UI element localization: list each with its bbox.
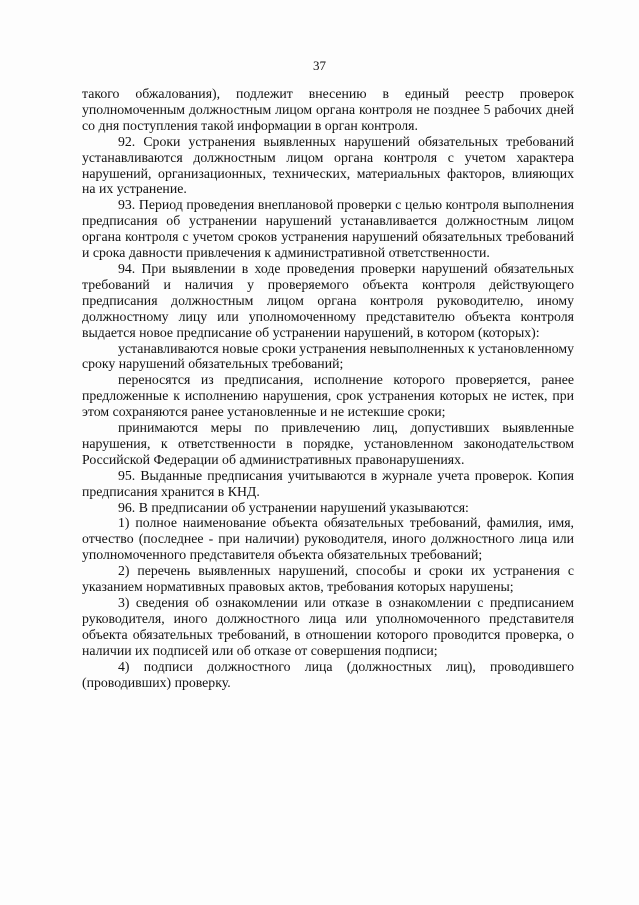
page-number: 37 xyxy=(313,58,326,73)
paragraph-93: 93. Период проведения внеплановой проверки с целью контроля выполнения предписания об устранении нарушений устанавливается должностным лицом органа контроля с учетом сроков устранения нарушений обязательных требований и срока давности привлечения к административной ответственности. xyxy=(82,197,574,261)
paragraph-96-item-2: 2) перечень выявленных нарушений, способы и сроки их устранения с указанием нормативных правовых актов, требования которых нарушены; xyxy=(82,563,574,595)
paragraph-94-item-3: принимаются меры по привлечению лиц, допустивших выявленные нарушения, к ответственности в порядке, установленном законодательством Российской Федерации об административных правонарушениях. xyxy=(82,420,574,467)
paragraph-continuation: такого обжалования), подлежит внесению в единый реестр проверок уполномоченным должностным лицом органа контроля не позднее 5 рабочих дней со дня поступления такой информации в орган контроля. xyxy=(82,86,574,133)
paragraph-96-item-4: 4) подписи должностного лица (должностных лиц), проводившего (проводивших) проверку. xyxy=(82,658,574,690)
paragraph-96-item-1: 1) полное наименование объекта обязательных требований, фамилия, имя, отчество (последнее - при наличии) руководителя, иного должностного лица или уполномоченного представителя объекта обязательных требований; xyxy=(82,515,574,563)
paragraph-96: 96. В предписании об устранении нарушений указываются: xyxy=(118,499,469,515)
paragraph-94: 94. При выявлении в ходе проведения проверки нарушений обязательных требований и наличия у проверяемого объекта контроля действующего предписания должностным лицом органа контроля руководителю, иному должностному лицу или уполномоченному представителю объекта контроля выдается новое предписание об устранении нарушений, в котором (которых): xyxy=(82,260,574,340)
paragraph-94-item-2: переносятся из предписания, исполнение которого проверяется, ранее предложенные к исполнению нарушения, срок устранения которых не истек, при этом сохраняются ранее установленные и не истекшие сроки; xyxy=(82,372,574,420)
document-body xyxy=(82,86,574,690)
paragraph-95: 95. Выданные предписания учитываются в журнале учета проверок. Копия предписания хранится в КНД. xyxy=(82,467,574,499)
paragraph-96-item-3: 3) сведения об ознакомлении или отказе в ознакомлении с предписанием руководителя, иного должностного лица или уполномоченного представителя объекта обязательных требований, в отношении которого проводится проверка, о наличии их подписей или об отказе от совершения подписи; xyxy=(82,595,574,658)
paragraph-92: 92. Сроки устранения выявленных нарушений обязательных требований устанавливаются должностным лицом органа контроля с учетом характера нарушений, организационных, технических, материальных факторов, влияющих на их устранение. xyxy=(82,133,574,197)
paragraph-94-item-1: устанавливаются новые сроки устранения невыполненных к установленному сроку нарушений обязательных требований; xyxy=(82,340,574,372)
